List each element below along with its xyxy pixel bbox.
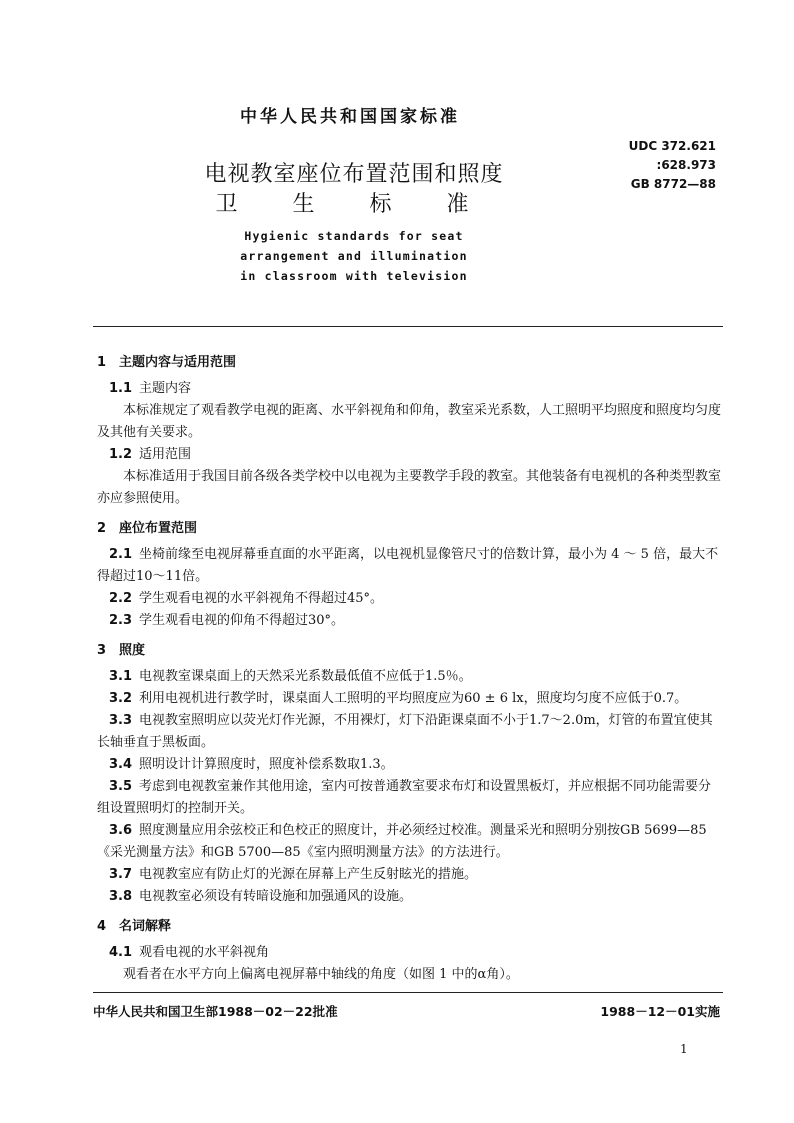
- clause: [97, 610, 723, 632]
- section-1: [97, 352, 723, 510]
- clause-number: 3.4: [109, 757, 133, 772]
- clause-number: 4.1: [109, 945, 133, 960]
- clause-number: 3.7: [109, 867, 133, 882]
- clause-text: 电视教室应有防止灯的光源在屏幕上产生反射眩光的措施。: [139, 867, 478, 882]
- section-number: 4: [97, 919, 107, 934]
- header-divider: [93, 326, 723, 327]
- national-standard-label: 中华人民共和国国家标准: [240, 107, 460, 127]
- clause: [97, 754, 723, 776]
- effective-date: 1988－12－01实施: [600, 1004, 720, 1019]
- gb-code: GB 8772—88: [630, 177, 716, 191]
- clause: [97, 544, 723, 588]
- clause-text: 电视教室必须设有转暗设施和加强通风的设施。: [139, 889, 413, 904]
- clause-number: 2.1: [109, 547, 133, 562]
- section-number: 2: [97, 521, 107, 536]
- clause: [97, 444, 723, 466]
- paragraph: 本标准适用于我国目前各级各类学校中以电视为主要教学手段的教室。其他装备有电视机的各种类型教室亦应参照使用。: [97, 469, 722, 506]
- page-number: 1: [680, 1042, 688, 1056]
- clause-text: 学生观看电视的水平斜视角不得超过45°。: [139, 591, 384, 606]
- section-title: 照度: [119, 643, 146, 658]
- section-number: 1: [97, 355, 107, 370]
- clause-text: 电视教室课桌面上的天然采光系数最低值不应低于1.5％。: [139, 669, 472, 684]
- clause: [97, 776, 723, 820]
- clause-number: 3.1: [109, 669, 133, 684]
- clause-text: 主题内容: [139, 381, 192, 396]
- clause-text: 学生观看电视的仰角不得超过30°。: [139, 613, 345, 628]
- clause-text: 坐椅前缘至电视屏幕垂直面的水平距离，以电视机显像管尺寸的倍数计算，最小为 4 ～ 5 倍，最大不得超过10～11倍。: [97, 547, 719, 584]
- english-title: [0, 226, 708, 286]
- paragraph: 观看者在水平方向上偏离电视屏幕中轴线的角度（如图 1 中的α角）。: [123, 967, 519, 982]
- clause: [97, 886, 723, 908]
- udc-code-line2: :628.973: [656, 158, 716, 172]
- section-heading: [97, 640, 723, 662]
- section-title: 主题内容与适用范围: [119, 355, 237, 370]
- clause-text: 照明设计计算照度时，照度补偿系数取1.3。: [139, 757, 394, 772]
- clause: [97, 666, 723, 688]
- clause: [97, 710, 723, 754]
- section-heading: [97, 916, 723, 938]
- clause: [97, 942, 723, 964]
- document-body: [97, 352, 723, 994]
- paragraph: 本标准规定了观看教学电视的距离、水平斜视角和仰角，教室采光系数，人工照明平均照度和照度均匀度及其他有关要求。: [97, 403, 722, 440]
- clause: [97, 820, 723, 864]
- section-3: [97, 640, 723, 908]
- udc-code-line1: UDC 372.621: [628, 139, 716, 153]
- clause-text: 电视教室照明应以荧光灯作光源，不用裸灯，灯下沿距课桌面不小于1.7～2.0m，灯管的布置宜使其长轴垂直于黑板面。: [97, 713, 713, 750]
- clause-text: 照度测量应用余弦校正和色校正的照度计，并必须经过校准。测量采光和照明分别按GB 5699—85《采光测量方法》和GB 5700—85《室内照明测量方法》的方法进行。: [97, 823, 707, 860]
- clause: [97, 588, 723, 610]
- document-title-line1: 电视教室座位布置范围和照度: [204, 162, 504, 187]
- clause: [97, 378, 723, 400]
- document-title-line2: 卫 生 标 准: [215, 192, 493, 217]
- clause-number: 3.8: [109, 889, 133, 904]
- clause-text: 观看电视的水平斜视角: [139, 945, 270, 960]
- clause-text: 利用电视机进行教学时，课桌面人工照明的平均照度应为60 ± 6 lx，照度均匀度不应低于0.7。: [139, 691, 688, 706]
- clause-text: 考虑到电视教室兼作其他用途，室内可按普通教室要求布灯和设置黑板灯，并应根据不同功能需要分组设置照明灯的控制开关。: [97, 779, 712, 816]
- clause-number: 3.2: [109, 691, 133, 706]
- english-title-line2: arrangement and illumination: [240, 249, 468, 263]
- section-title: 名词解释: [119, 919, 172, 934]
- clause-number: 3.6: [109, 823, 133, 838]
- section-2: [97, 518, 723, 632]
- clause-number: 1.2: [109, 447, 133, 462]
- clause-number: 3.5: [109, 779, 133, 794]
- clause-text: 适用范围: [139, 447, 192, 462]
- clause: [97, 688, 723, 710]
- section-heading: [97, 518, 723, 540]
- clause-number: 2.2: [109, 591, 133, 606]
- approval-date: 中华人民共和国卫生部1988－02－22批准: [93, 1004, 338, 1019]
- section-4: [97, 916, 723, 986]
- footer-divider: [93, 992, 723, 993]
- clause-number: 1.1: [109, 381, 133, 396]
- clause-number: 2.3: [109, 613, 133, 628]
- section-number: 3: [97, 643, 107, 658]
- clause: [97, 864, 723, 886]
- section-heading: [97, 352, 723, 374]
- section-title: 座位布置范围: [119, 521, 198, 536]
- english-title-line1: Hygienic standards for seat: [244, 229, 464, 243]
- english-title-line3: in classroom with television: [240, 269, 468, 283]
- clause-number: 3.3: [109, 713, 133, 728]
